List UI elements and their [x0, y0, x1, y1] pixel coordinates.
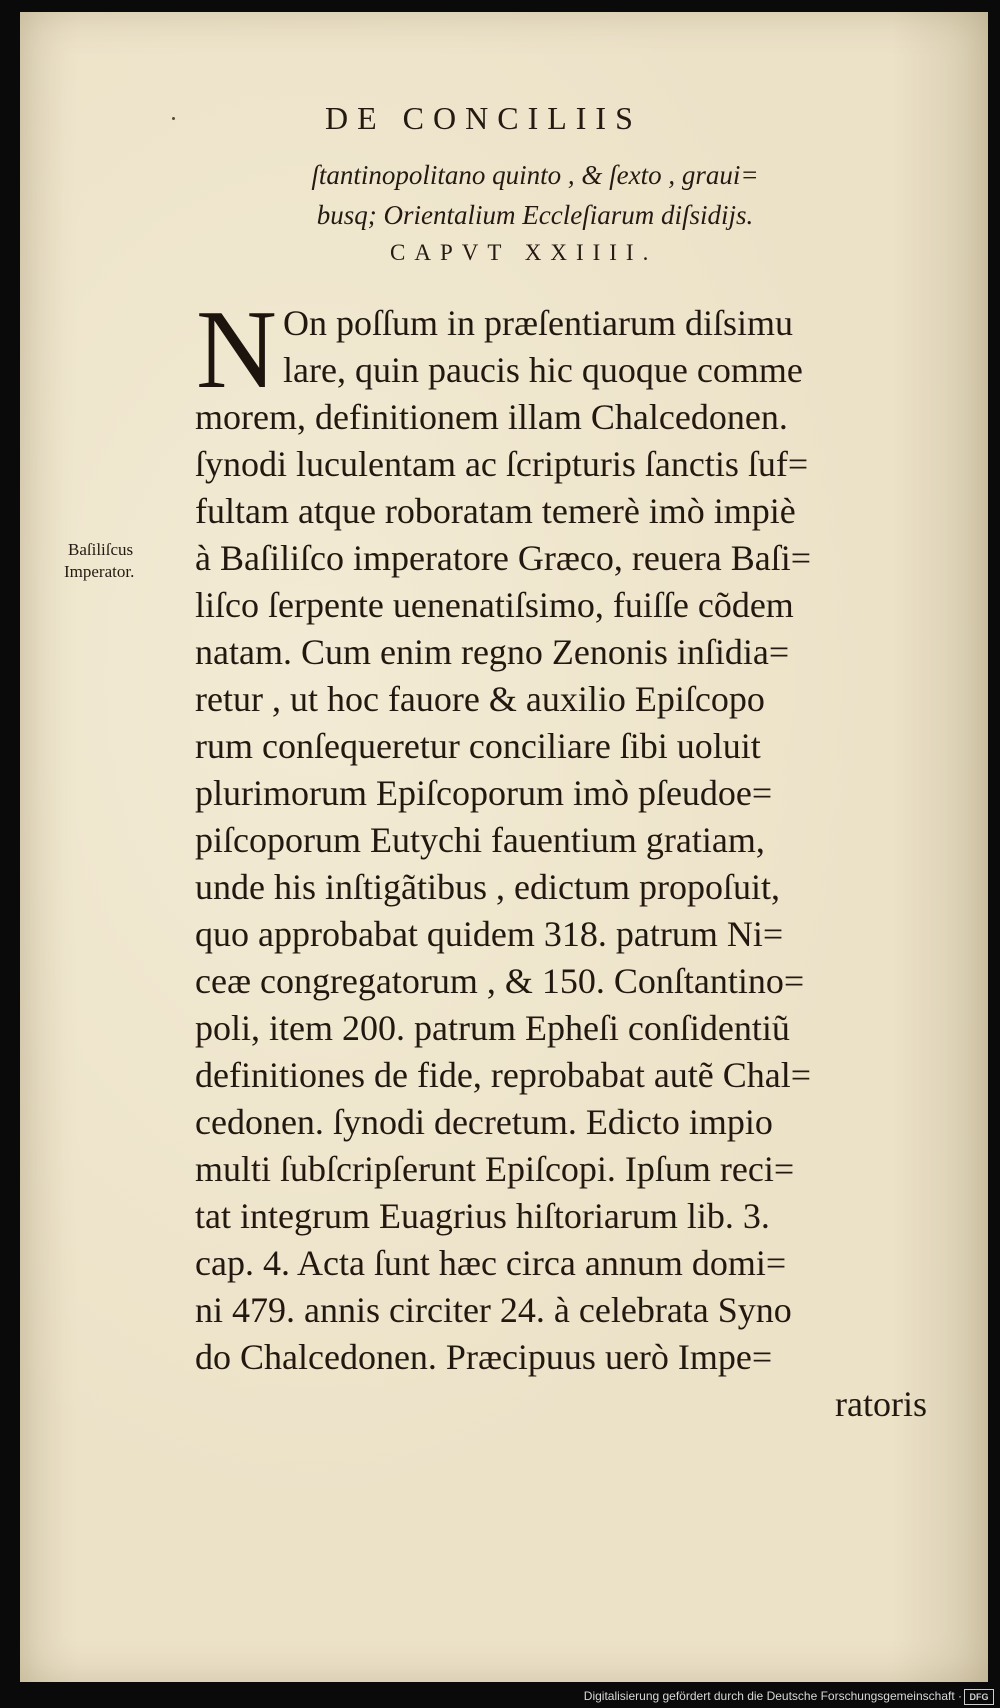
text-line: rum conſequeretur conciliare ſibi uoluit: [195, 726, 761, 766]
text-line: ſynodi luculentam ac ſcripturis ſanctis ſuf=: [195, 444, 809, 484]
ink-dot: [172, 117, 175, 120]
text-line: do Chalcedonen. Præcipuus uerò Impe=: [195, 1337, 773, 1377]
text-line: liſco ſerpente uenenatiſsimo, fuiſſe cõdem: [195, 585, 794, 625]
text-line: plurimorum Epiſcoporum imò pſeudoe=: [195, 773, 773, 813]
text-line: natam. Cum enim regno Zenonis inſidia=: [195, 632, 790, 672]
text-line: On poſſum in præſentiarum diſsimu: [283, 303, 793, 343]
book-page: [20, 12, 988, 1682]
text-line: quo approbabat quidem 318. patrum Ni=: [195, 914, 784, 954]
text-line: multi ſubſcripſerunt Epiſcopi. Ipſum reci=: [195, 1149, 795, 1189]
text-line: cap. 4. Acta ſunt hæc circa annum domi=: [195, 1243, 787, 1283]
text-line: morem, definitionem illam Chalcedonen.: [195, 397, 788, 437]
chapter-title-line-2: busq; Orientalium Eccleſiarum diſsidijs.: [316, 200, 754, 230]
chapter-number: CAPVT XXIIII.: [390, 240, 658, 265]
text-line: retur , ut hoc fauore & auxilio Epiſcopo: [195, 679, 765, 719]
text-line: à Baſiliſco imperatore Græco, reuera Baſi=: [195, 538, 812, 578]
text-line: lare, quin paucis hic quoque comme: [283, 350, 803, 390]
text-line: definitiones de fide, reprobabat autẽ Chal=: [195, 1055, 812, 1095]
margin-note-line-1: Baſiliſcus: [68, 540, 134, 559]
text-line: poli, item 200. patrum Epheſi conſidentiũ: [195, 1008, 790, 1048]
text-line: ceæ congregatorum , & 150. Conſtantino=: [195, 961, 805, 1001]
text-line: fultam atque roboratam temerè imò impiè: [195, 491, 796, 531]
text-line: unde his inſtigãtibus , edictum propoſuit,: [195, 867, 780, 907]
chapter-title-line-1: ſtantinopolitano quinto , & ſexto , graui=: [311, 160, 759, 190]
text-line: cedonen. ſynodi decretum. Edicto impio: [195, 1102, 773, 1142]
catchword: ratoris: [835, 1384, 927, 1424]
text-line: tat integrum Euagrius hiſtoriarum lib. 3.: [195, 1196, 770, 1236]
running-title: DE CONCILIIS: [325, 100, 642, 136]
dfg-logo: DFG: [964, 1689, 994, 1705]
footer-bar: [0, 1686, 1000, 1708]
drop-cap: N: [196, 288, 277, 412]
funding-credit: Digitalisierung gefördert durch die Deutsche Forschungsgemeinschaft ·: [583, 1689, 962, 1703]
text-line: piſcoporum Eutychi fauentium gratiam,: [195, 820, 765, 860]
margin-note-line-2: Imperator.: [64, 562, 135, 581]
text-line: ni 479. annis circiter 24. à celebrata Syno: [195, 1290, 792, 1330]
